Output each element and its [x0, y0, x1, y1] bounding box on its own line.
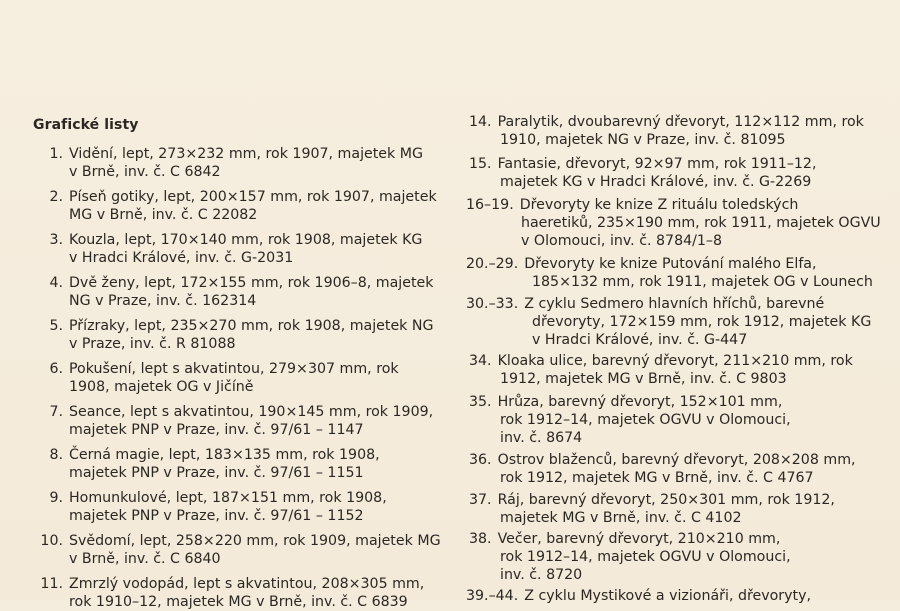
list-item: 20.–29. Dřevoryty ke knize Putování malého Elfa, 185×132 mm, rok 1911, majetek OG v Lounech — [466, 256, 873, 290]
list-item: 35. Hrůza, barevný dřevoryt, 152×101 mm, rok 1912–14, majetek OGVU v Olomouci, inv. č. 8674 — [469, 394, 791, 446]
list-item: 38. Večer, barevný dřevoryt, 210×210 mm, rok 1912–14, majetek OGVU v Olomouci, inv. č. 8720 — [469, 531, 791, 583]
list-item: 1. Vidění, lept, 273×232 mm, rok 1907, majetek MG v Brně, inv. č. C 6842 — [49, 146, 423, 180]
list-item: 30.–33. Z cyklu Sedmero hlavních hříchů, barevné dřevoryty, 172×159 mm, rok 1912, majetek KG v Hradci Králové, inv. č. G-447 — [466, 296, 872, 348]
list-item: 8. Černá magie, lept, 183×135 mm, rok 1908, majetek PNP v Praze, inv. č. 97/61 – 1151 — [49, 447, 380, 481]
list-item: 36. Ostrov blaženců, barevný dřevoryt, 208×208 mm, rok 1912, majetek MG v Brně, inv. č. C 4767 — [469, 452, 856, 486]
list-item: 14. Paralytik, dvoubarevný dřevoryt, 112×112 mm, rok 1910, majetek NG v Praze, inv. č. 81095 — [469, 114, 864, 148]
list-item: 5. Přízraky, lept, 235×270 mm, rok 1908, majetek NG v Praze, inv. č. R 81088 — [49, 318, 434, 352]
list-item: 10. Svědomí, lept, 258×220 mm, rok 1909, majetek MG v Brně, inv. č. C 6840 — [40, 533, 441, 567]
list-item: 7. Seance, lept s akvatintou, 190×145 mm, rok 1909, majetek PNP v Praze, inv. č. 97/61 – 1147 — [49, 404, 434, 438]
list-item: 39.–44. Z cyklu Mystikové a vizionáři, dřevoryty, — [466, 588, 811, 604]
list-item: 15. Fantasie, dřevoryt, 92×97 mm, rok 1911–12, majetek KG v Hradci Králové, inv. č. G-2269 — [469, 156, 817, 190]
list-item: 3. Kouzla, lept, 170×140 mm, rok 1908, majetek KG v Hradci Králové, inv. č. G-2031 — [49, 232, 423, 266]
list-item: 9. Homunkulové, lept, 187×151 mm, rok 1908, majetek PNP v Praze, inv. č. 97/61 – 1152 — [49, 490, 387, 524]
list-item: 11. Zmrzlý vodopád, lept s akvatintou, 208×305 mm, rok 1910–12, majetek MG v Brně, inv. č. C 6839 — [40, 576, 425, 610]
list-item: 2. Píseň gotiky, lept, 200×157 mm, rok 1907, majetek MG v Brně, inv. č. C 22082 — [49, 189, 437, 223]
list-item: 37. Ráj, barevný dřevoryt, 250×301 mm, rok 1912, majetek MG v Brně, inv. č. C 4102 — [469, 492, 835, 526]
list-item: 34. Kloaka ulice, barevný dřevoryt, 211×210 mm, rok 1912, majetek MG v Brně, inv. č. C 9803 — [469, 353, 853, 387]
list-item: 6. Pokušení, lept s akvatintou, 279×307 mm, rok 1908, majetek OG v Jičíně — [49, 361, 399, 395]
list-item: 4. Dvě ženy, lept, 172×155 mm, rok 1906–8, majetek NG v Praze, inv. č. 162314 — [49, 275, 434, 309]
list-item: 16–19. Dřevoryty ke knize Z rituálu toledských haeretiků, 235×190 mm, rok 1911, majetek OGVU v Olomouci, inv. č. 8784/1–8 — [466, 197, 881, 249]
section-heading: Grafické listy — [33, 117, 139, 133]
